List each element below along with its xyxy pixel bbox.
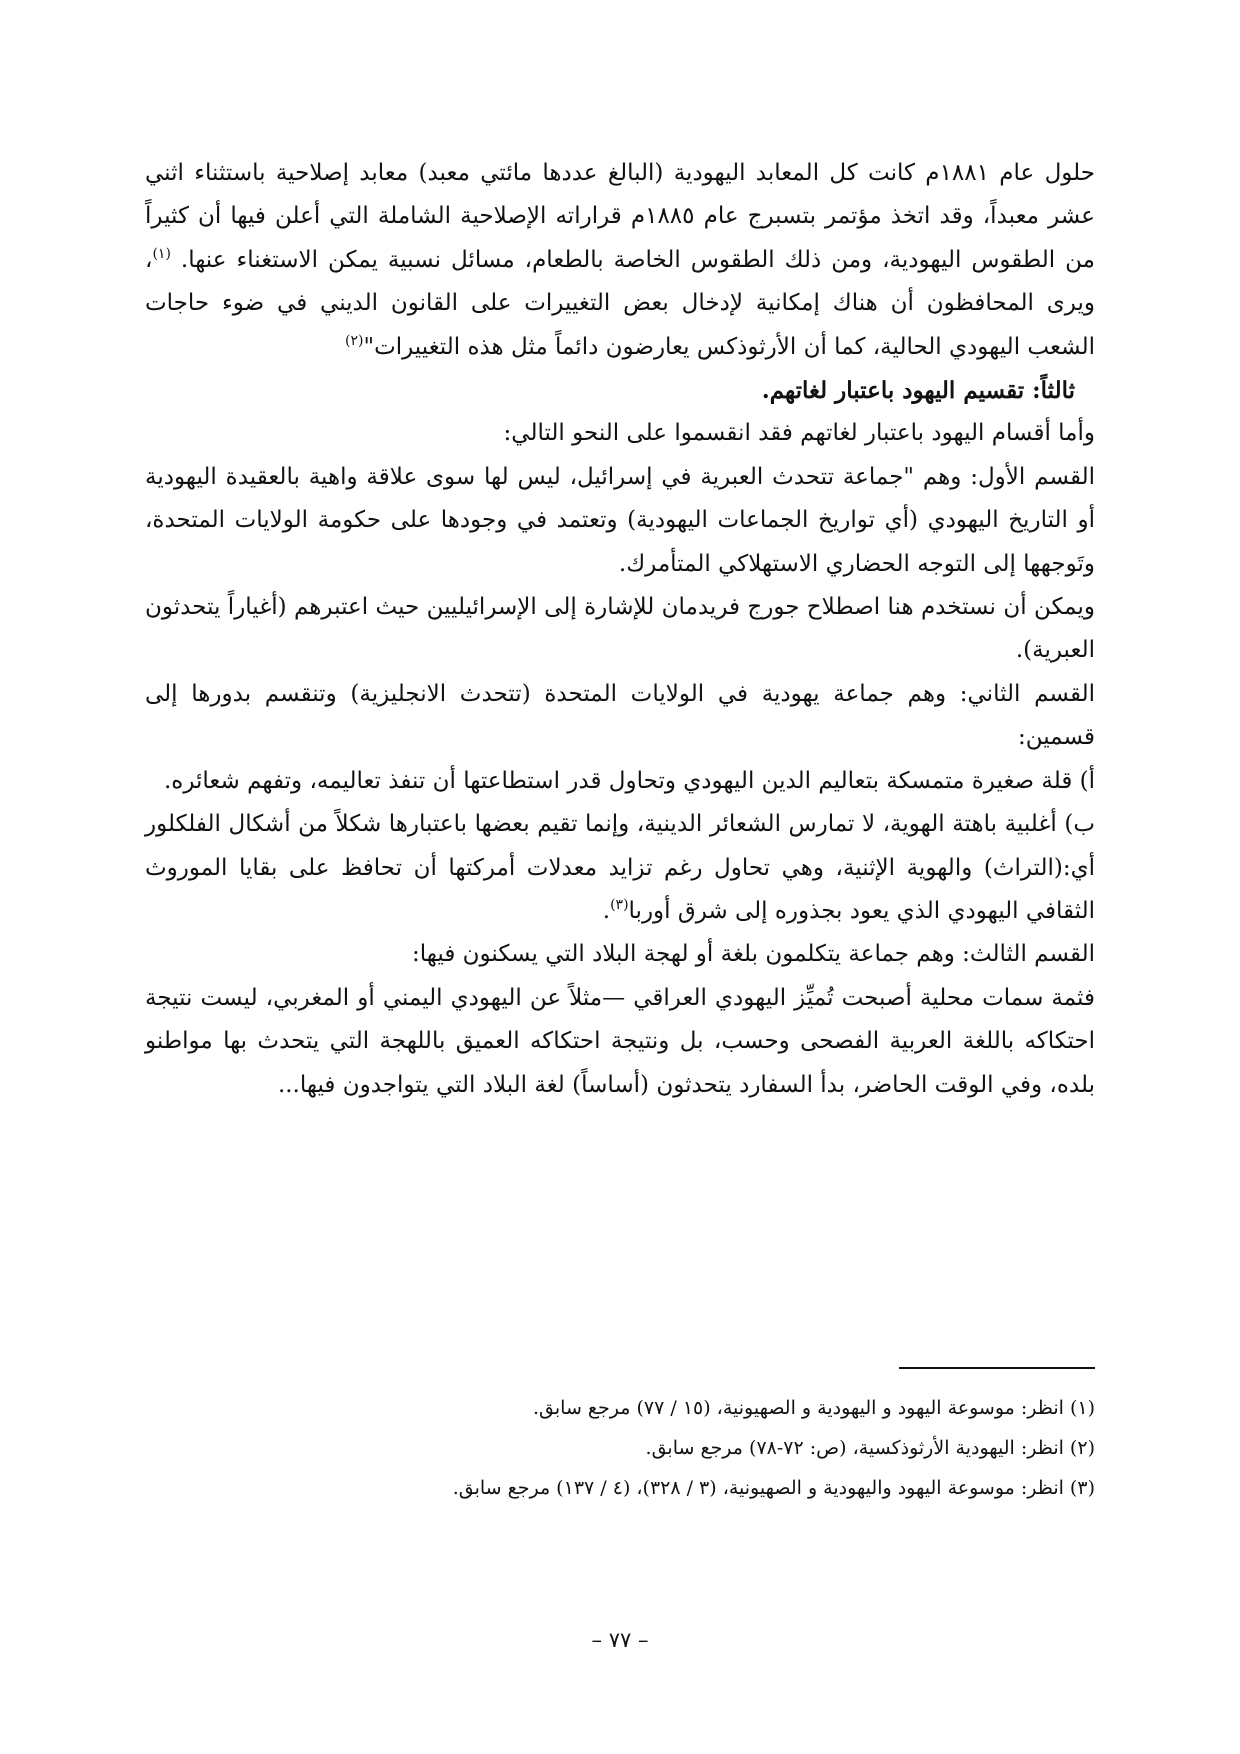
footnote-1: (١) انظر: موسوعة اليهود و اليهودية و الصهيونية، (١٥ / ٧٧) مرجع سابق. xyxy=(533,1397,1095,1419)
footnote-3: (٣) انظر: موسوعة اليهود واليهودية و الصهيونية، (٣ / ٣٢٨)، (٤ / ١٣٧) مرجع سابق. xyxy=(452,1477,1095,1499)
paragraph-section-one: القسم الأول: وهم "جماعة تتحدث العبرية في إسرائيل، ليس لها سوى علاقة واهية بالعقيدة اليهودية أو التاريخ اليهودي (أي تواريخ الجماعات اليهودية) وتعتمد في وجودها على حكومة الولايات المتحدة، وتَوجهها إلى التوجه الحضاري الاستهلاكي المتأمرك. xyxy=(145,463,1095,577)
paragraph-local-traits: فثمة سمات محلية أصبحت تُميِّز اليهودي العراقي —مثلاً عن اليهودي اليمني أو المغربي، ليست نتيجة احتكاكه باللغة العربية الفصحى وحسب، بل ونتيجة احتكاكه العميق باللهجة التي يتحدث بها مواطنو بلده، وفي الوقت الحاضر، بدأ السفارد يتحدثون (أساساً) لغة البلاد التي يتواجدون فيها... xyxy=(145,984,1095,1098)
body-line: حلول عام ١٨٨١م كانت كل المعابد اليهودية (البالغ عددها مائتي معبد) معابد إصلاحية باستثناء xyxy=(194,160,1095,186)
paragraph-reform xyxy=(145,152,1095,369)
section-heading: ثالثاً: تقسيم اليهود باعتبار لغاتهم. xyxy=(761,377,1075,405)
paragraph-majority xyxy=(145,803,1095,933)
footnote-ref-3: (٣) xyxy=(610,896,629,913)
paragraph-intro: وأما أقسام اليهود باعتبار لغاتهم فقد انقسموا على النحو التالي: xyxy=(503,420,1095,447)
footnote-ref-2: (٢) xyxy=(345,332,364,349)
footnote-ref-1: (١) xyxy=(152,245,171,262)
paragraph-section-two: القسم الثاني: وهم جماعة يهودية في الولايات المتحدة (تتحدث الانجليزية) وتنقسم بدورها إلى قسمين: xyxy=(145,680,1095,751)
body-line: الشعب اليهودي الحالية، كما أن الأرثوذكس يعارضون دائماً مثل هذه التغييرات" xyxy=(363,333,1095,360)
footnote-separator xyxy=(899,1367,1095,1369)
body-line: ، ويرى المحافظون أن هناك إمكانية لإدخال بعض التغييرات على القانون الديني في ضوء حاجات xyxy=(145,246,1095,317)
body-line: اثني عشر معبداً، وقد اتخذ مؤتمر بتسبرج عام ١٨٨٥م قراراته الإصلاحية الشاملة التي أعلن فيها أن xyxy=(145,160,1096,230)
paragraph-friedman: ويمكن أن نستخدم هنا اصطلاح جورج فريدمان للإشارة إلى الإسرائيليين حيث اعتبرهم (أغياراً يتحدثون العبرية). xyxy=(145,594,1095,664)
body-text xyxy=(145,152,1095,1107)
footnote-2: (٢) انظر: اليهودية الأرثوذكسية، (ص: ٧٢-٧٨) مرجع سابق. xyxy=(645,1437,1095,1459)
majority-text: ب) أغلبية باهتة الهوية، لا تمارس الشعائر الدينية، وإنما تقيم بعضها باعتبارها شكلاً من أشكال الفلكلور أي:(التراث) والهوية الإثنية، وهي تحاول رغم تزايد معدلات أمركتها أن تحافظ على بقايا الموروث الثقافي اليهودي الذي يعود بجذوره إلى شرق أوربا xyxy=(145,811,1095,924)
paragraph-section-three: القسم الثالث: وهم جماعة يتكلمون بلغة أو لهجة البلاد التي يسكنون فيها: xyxy=(412,941,1095,968)
paragraph-minority: أ) قلة صغيرة متمسكة بتعاليم الدين اليهودي وتحاول قدر استطاعتها أن تنفذ تعاليمه، وتفهم شعائره. xyxy=(163,767,1095,794)
footnotes xyxy=(145,1388,1095,1508)
body-line: كثيراً من الطقوس اليهودية، ومن ذلك الطقوس الخاصة بالطعام، مسائل نسبية يمكن الاستغناء عنها. xyxy=(145,203,1095,273)
page-number: – ٧٧ – xyxy=(591,1628,649,1652)
majority-end: . xyxy=(602,897,611,924)
